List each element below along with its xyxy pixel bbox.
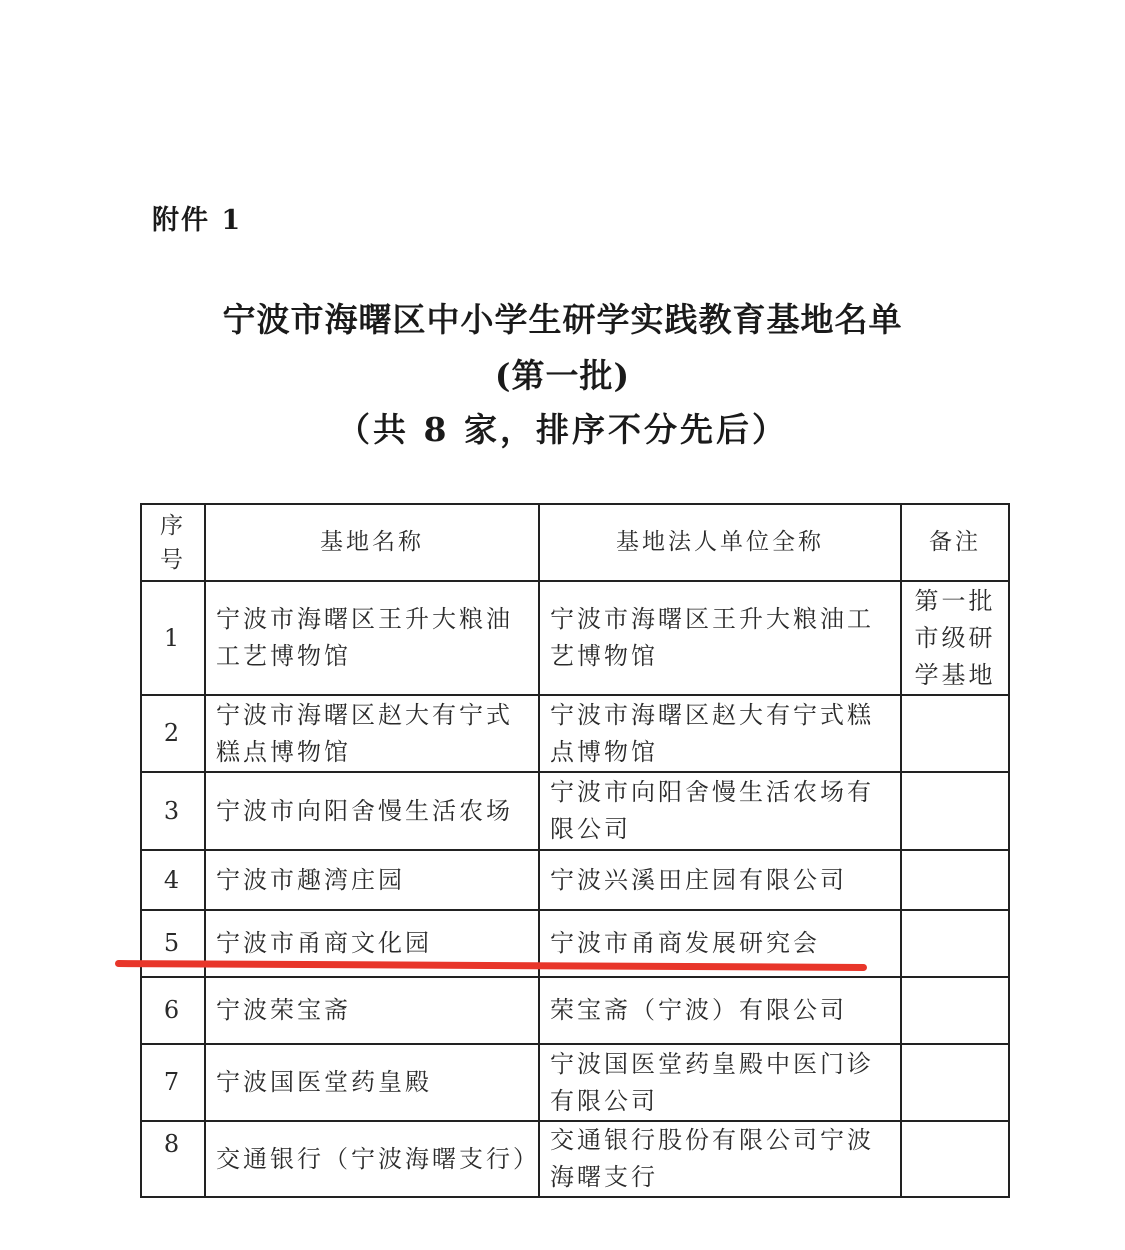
row-org: 宁波市海曙区赵大有宁式糕点博物馆 xyxy=(539,695,901,772)
row-num: 4 xyxy=(141,850,205,910)
table-row xyxy=(141,1044,1009,1121)
row-name: 宁波市海曙区王升大粮油工艺博物馆 xyxy=(205,581,539,695)
base-list-table xyxy=(140,503,1010,1198)
row-org: 宁波市向阳舍慢生活农场有限公司 xyxy=(539,772,901,850)
row-remark xyxy=(901,977,1009,1044)
row-num: 8 xyxy=(141,1121,205,1197)
row-org: 宁波国医堂药皇殿中医门诊有限公司 xyxy=(539,1044,901,1121)
row-name: 宁波荣宝斋 xyxy=(205,977,539,1044)
row-name: 交通银行（宁波海曙支行） xyxy=(205,1121,539,1197)
row-name: 宁波市趣湾庄园 xyxy=(205,850,539,910)
row-remark: 第一批市级研学基地 xyxy=(901,581,1009,695)
header-name: 基地名称 xyxy=(205,504,539,581)
title-block xyxy=(0,300,1125,450)
header-org: 基地法人单位全称 xyxy=(539,504,901,581)
attachment-label: 附件 1 xyxy=(152,205,243,236)
row-org: 交通银行股份有限公司宁波海曙支行 xyxy=(539,1121,901,1197)
table-row xyxy=(141,581,1009,695)
table-row xyxy=(141,850,1009,910)
row-name: 宁波市甬商文化园 xyxy=(205,910,539,977)
row-remark xyxy=(901,1121,1009,1197)
row-org: 荣宝斋（宁波）有限公司 xyxy=(539,977,901,1044)
row-num: 2 xyxy=(141,695,205,772)
table-row xyxy=(141,977,1009,1044)
row-remark xyxy=(901,1044,1009,1121)
header-remark: 备注 xyxy=(901,504,1009,581)
header-num: 序号 xyxy=(141,504,205,581)
table-row xyxy=(141,695,1009,772)
document-note: （共 8 家，排序不分先后） xyxy=(337,410,788,449)
row-num: 1 xyxy=(141,581,205,695)
row-org: 宁波兴溪田庄园有限公司 xyxy=(539,850,901,910)
table-header-row xyxy=(141,504,1009,581)
row-num: 5 xyxy=(141,910,205,977)
row-num: 7 xyxy=(141,1044,205,1121)
row-org: 宁波市海曙区王升大粮油工艺博物馆 xyxy=(539,581,901,695)
row-name: 宁波市向阳舍慢生活农场 xyxy=(205,772,539,850)
row-remark xyxy=(901,772,1009,850)
row-remark xyxy=(901,910,1009,977)
row-remark xyxy=(901,850,1009,910)
document-title: 宁波市海曙区中小学生研学实践教育基地名单 xyxy=(222,300,903,339)
row-name: 宁波国医堂药皇殿 xyxy=(205,1044,539,1121)
row-num: 3 xyxy=(141,772,205,850)
row-org: 宁波市甬商发展研究会 xyxy=(539,910,901,977)
table-row xyxy=(141,772,1009,850)
row-remark xyxy=(901,695,1009,772)
table-row xyxy=(141,1121,1009,1197)
row-name: 宁波市海曙区赵大有宁式糕点博物馆 xyxy=(205,695,539,772)
row-num: 6 xyxy=(141,977,205,1044)
document-subtitle: (第一批) xyxy=(494,356,631,395)
